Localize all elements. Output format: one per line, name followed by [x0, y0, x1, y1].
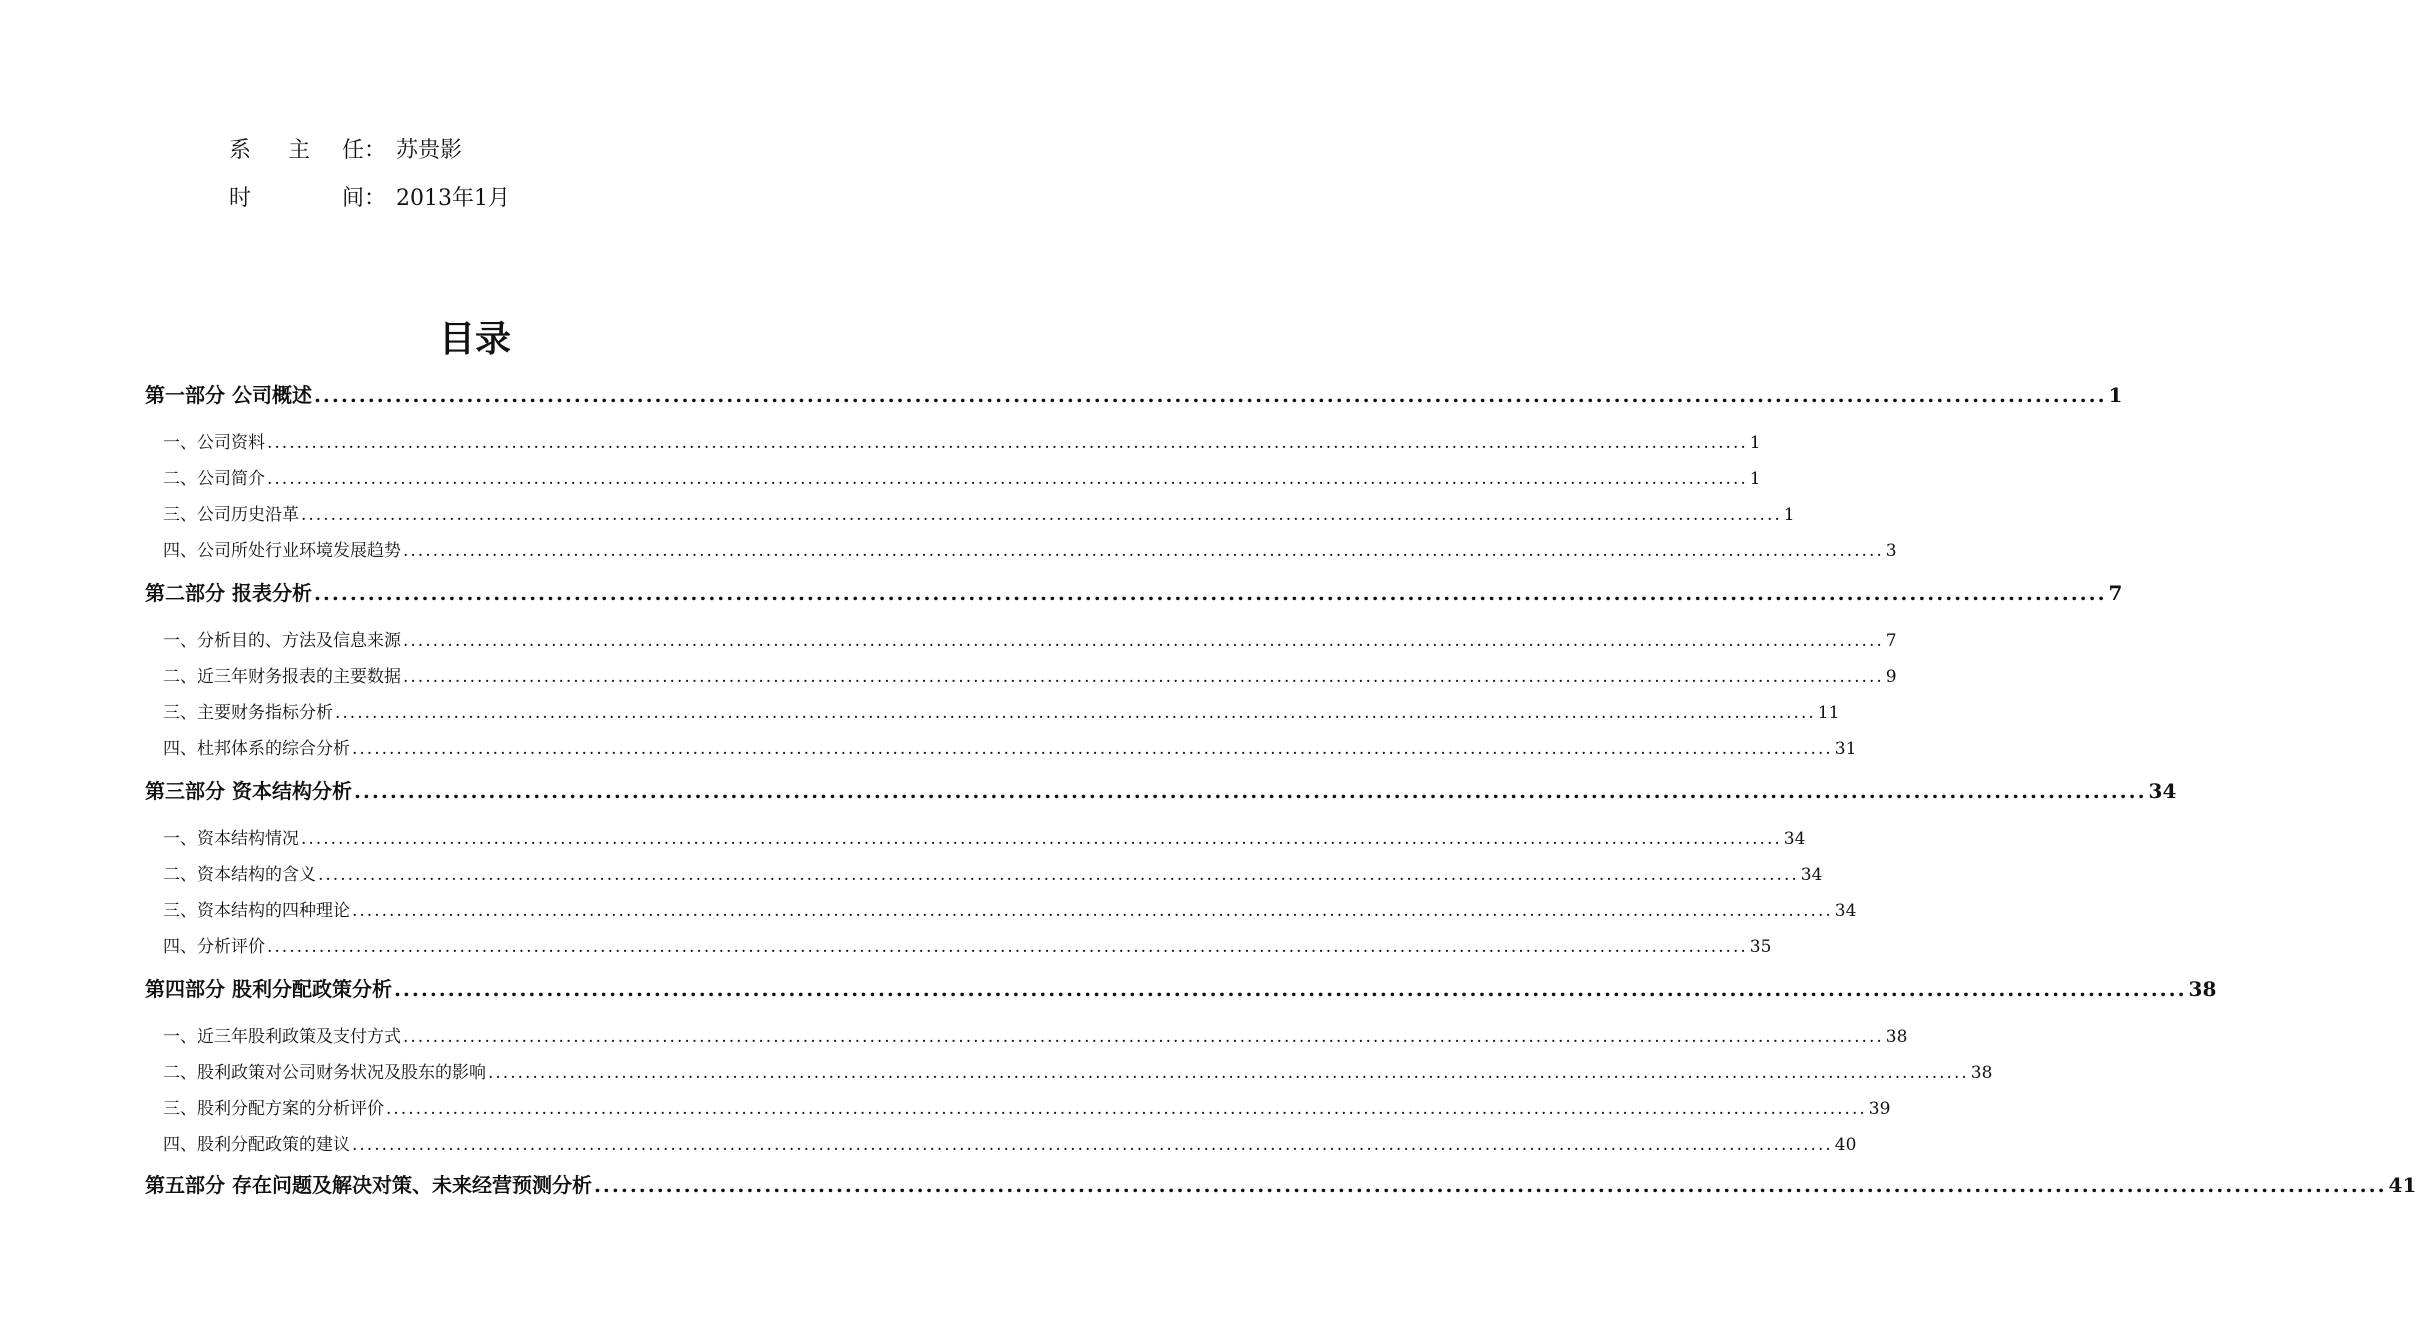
toc-entry-label: 三、主要财务指标分析: [163, 703, 333, 723]
toc-section-entry[interactable]: [163, 664, 1897, 690]
director-label-char: 主: [288, 138, 311, 163]
toc-entry-label: 三、资本结构的四种理论: [163, 901, 350, 921]
toc-section-entry[interactable]: [163, 826, 1806, 852]
toc-part-entry[interactable]: [145, 1170, 2416, 1200]
toc-leader-dots: ........................................................................................................................................................................................................: [313, 581, 2107, 605]
toc-section-entry[interactable]: [163, 466, 1761, 492]
toc-section-entry[interactable]: [163, 430, 1761, 456]
director-label-char: 系: [229, 138, 252, 163]
time-label-char: 间：: [342, 186, 387, 211]
toc-page-number: 1: [1749, 433, 1761, 453]
toc-entry-label: 第二部分 报表分析: [145, 581, 312, 605]
toc-page-number: 7: [1885, 631, 1897, 651]
toc-leader-dots: ........................................................................................................................................................................................................: [393, 977, 2187, 1001]
toc-leader-dots: ........................................................................................................................................................................................................: [403, 1027, 1884, 1047]
toc-section-entry[interactable]: [163, 628, 1897, 654]
toc-page-number: 1: [2108, 383, 2123, 407]
toc-entry-label: 二、近三年财务报表的主要数据: [163, 667, 401, 687]
toc-page-number: 1: [1783, 505, 1795, 525]
toc-leader-dots: ........................................................................................................................................................................................................: [386, 1099, 1867, 1119]
toc-entry-label: 一、公司资料: [163, 433, 265, 453]
toc-leader-dots: ........................................................................................................................................................................................................: [267, 937, 1748, 957]
toc-leader-dots: ........................................................................................................................................................................................................: [403, 541, 1884, 561]
toc-leader-dots: ........................................................................................................................................................................................................: [335, 703, 1816, 723]
toc-page-number: 41: [2388, 1173, 2416, 1197]
toc-entry-label: 四、分析评价: [163, 937, 265, 957]
toc-entry-label: 四、杜邦体系的综合分析: [163, 739, 350, 759]
toc-page-number: 39: [1868, 1099, 1891, 1119]
toc-page-number: 34: [1800, 865, 1823, 885]
toc-part-entry[interactable]: [145, 380, 2123, 410]
toc-leader-dots: ........................................................................................................................................................................................................: [313, 383, 2107, 407]
director-label-char: 任：: [342, 138, 387, 163]
toc-part-entry[interactable]: [145, 776, 2177, 806]
toc-title: 目录: [438, 319, 511, 360]
toc-page-number: 11: [1817, 703, 1840, 723]
toc-entry-label: 第一部分 公司概述: [145, 383, 312, 407]
toc-leader-dots: ........................................................................................................................................................................................................: [267, 469, 1748, 489]
toc-page-number: 7: [2108, 581, 2123, 605]
toc-page-number: 3: [1885, 541, 1897, 561]
toc-leader-dots: ........................................................................................................................................................................................................: [301, 829, 1782, 849]
toc-entry-label: 一、近三年股利政策及支付方式: [163, 1027, 401, 1047]
toc-page-number: 31: [1834, 739, 1857, 759]
toc-leader-dots: ........................................................................................................................................................................................................: [318, 865, 1799, 885]
toc-section-entry[interactable]: [163, 862, 1823, 888]
director-row: [229, 136, 462, 166]
time-row: [229, 184, 510, 214]
toc-part-entry[interactable]: [145, 578, 2123, 608]
toc-entry-label: 二、资本结构的含义: [163, 865, 316, 885]
toc-page-number: 34: [1834, 901, 1857, 921]
toc-section-entry[interactable]: [163, 700, 1840, 726]
toc-entry-label: 二、股利政策对公司财务状况及股东的影响: [163, 1063, 486, 1083]
time-value: 2013年1月: [396, 186, 510, 211]
toc-page-number: 38: [1970, 1063, 1993, 1083]
toc-leader-dots: ........................................................................................................................................................................................................: [352, 1135, 1833, 1155]
toc-entry-label: 第五部分 存在问题及解决对策、未来经营预测分析: [145, 1173, 592, 1197]
toc-page-number: 40: [1834, 1135, 1857, 1155]
toc-section-entry[interactable]: [163, 1132, 1857, 1158]
toc-leader-dots: ........................................................................................................................................................................................................: [403, 631, 1884, 651]
toc-leader-dots: ........................................................................................................................................................................................................: [488, 1063, 1969, 1083]
toc-leader-dots: ........................................................................................................................................................................................................: [352, 901, 1833, 921]
toc-leader-dots: ........................................................................................................................................................................................................: [352, 739, 1833, 759]
toc-entry-label: 二、公司简介: [163, 469, 265, 489]
toc-page-number: 34: [1783, 829, 1806, 849]
toc-entry-label: 一、分析目的、方法及信息来源: [163, 631, 401, 651]
toc-entry-label: 第三部分 资本结构分析: [145, 779, 352, 803]
toc-section-entry[interactable]: [163, 934, 1772, 960]
toc-section-entry[interactable]: [163, 736, 1857, 762]
toc-leader-dots: ........................................................................................................................................................................................................: [593, 1173, 2387, 1197]
toc-page-number: 1: [1749, 469, 1761, 489]
toc-section-entry[interactable]: [163, 1060, 1993, 1086]
director-name: 苏贵影: [396, 138, 463, 163]
toc-page-number: 34: [2148, 779, 2177, 803]
toc-entry-label: 第四部分 股利分配政策分析: [145, 977, 392, 1001]
toc-entry-label: 四、公司所处行业环境发展趋势: [163, 541, 401, 561]
toc-leader-dots: ........................................................................................................................................................................................................: [301, 505, 1782, 525]
toc-entry-label: 四、股利分配政策的建议: [163, 1135, 350, 1155]
toc-section-entry[interactable]: [163, 502, 1795, 528]
time-label: [229, 184, 396, 214]
director-label: [229, 136, 396, 166]
toc-section-entry[interactable]: [163, 1024, 1908, 1050]
time-label-char: 时: [229, 186, 252, 211]
toc-page-number: 38: [2188, 977, 2217, 1001]
toc-entry-label: 三、股利分配方案的分析评价: [163, 1099, 384, 1119]
toc-leader-dots: ........................................................................................................................................................................................................: [267, 433, 1748, 453]
toc-page-number: 9: [1885, 667, 1897, 687]
toc-leader-dots: ........................................................................................................................................................................................................: [403, 667, 1884, 687]
toc-section-entry[interactable]: [163, 1096, 1891, 1122]
toc-entry-label: 三、公司历史沿革: [163, 505, 299, 525]
toc-section-entry[interactable]: [163, 898, 1857, 924]
toc-page-number: 38: [1885, 1027, 1908, 1047]
toc-page-number: 35: [1749, 937, 1772, 957]
toc-entry-label: 一、资本结构情况: [163, 829, 299, 849]
toc-leader-dots: ........................................................................................................................................................................................................: [353, 779, 2147, 803]
toc-part-entry[interactable]: [145, 974, 2217, 1004]
toc-section-entry[interactable]: [163, 538, 1897, 564]
